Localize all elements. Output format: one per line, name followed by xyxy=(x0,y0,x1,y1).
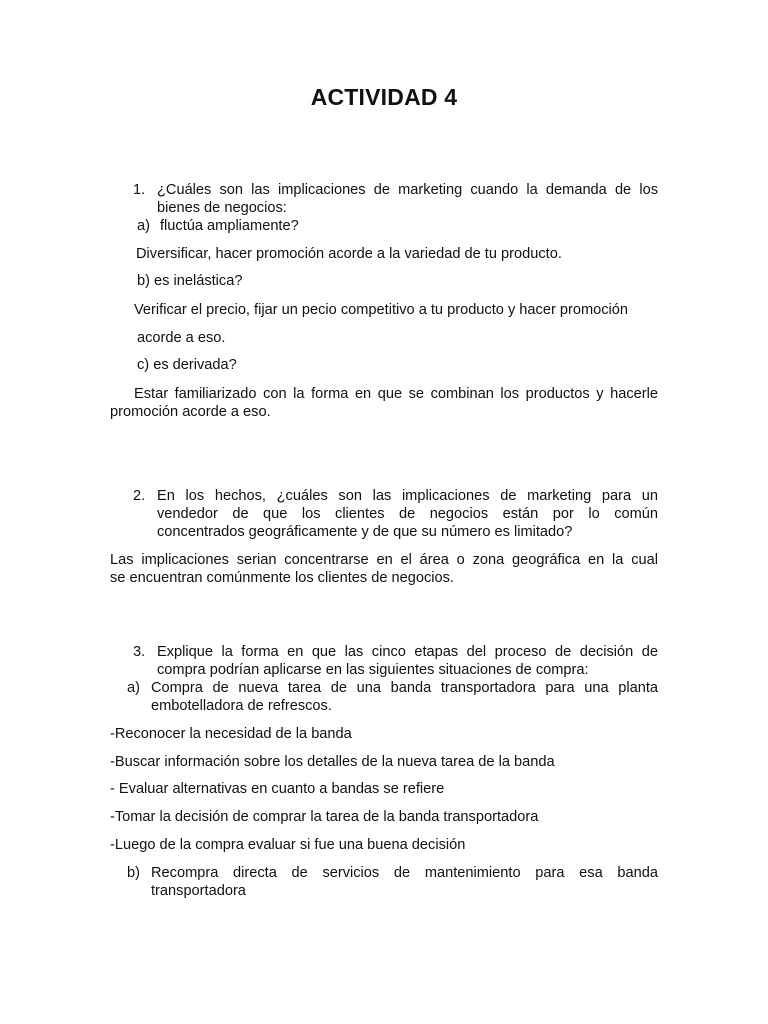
q3-step: -Luego de la compra evaluar si fue una buena decisión xyxy=(110,837,466,853)
q2-number: 2. xyxy=(133,488,146,504)
q1-c-answer-line-1: Estar familiarizado con la forma en que se combinan los productos y hacerle xyxy=(134,386,658,402)
q1-c-answer-line-2: promoción acorde a eso. xyxy=(110,404,271,420)
q1-a-answer: Diversificar, hacer promoción acorde a la variedad de tu producto. xyxy=(136,246,562,262)
q1-line-2: bienes de negocios: xyxy=(157,200,287,216)
q3-b-line-1: Recompra directa de servicios de mantenimiento para esa banda xyxy=(151,865,658,881)
q3-step: -Buscar información sobre los detalles de la nueva tarea de la banda xyxy=(110,754,555,770)
q2-line-1: En los hechos, ¿cuáles son las implicaciones de marketing para un xyxy=(157,488,658,504)
q1-b-question: b) es inelástica? xyxy=(137,273,243,289)
q1-b-answer-line-2: acorde a eso. xyxy=(137,330,226,346)
q2-line-3: concentrados geográficamente y de que su número es limitado? xyxy=(157,524,573,540)
q1-b-answer-line-1: Verificar el precio, fijar un pecio competitivo a tu producto y hacer promoción xyxy=(134,302,628,318)
q1-line-1: ¿Cuáles son las implicaciones de marketing cuando la demanda de los xyxy=(157,182,658,198)
q3-a-line-1: Compra de nueva tarea de una banda transportadora para una planta xyxy=(151,680,658,696)
page-title: ACTIVIDAD 4 xyxy=(310,84,458,110)
q1-number: 1. xyxy=(133,182,146,198)
q3-line-2: compra podrían aplicarse en las siguientes situaciones de compra: xyxy=(157,662,589,678)
q2-answer-line-2: se encuentran comúnmente los clientes de negocios. xyxy=(110,570,454,586)
q3-b-line-2: transportadora xyxy=(151,883,246,899)
q3-number: 3. xyxy=(133,644,146,660)
q3-b-marker: b) xyxy=(127,865,140,881)
q2-line-2: vendedor de que los clientes de negocios están por lo común xyxy=(157,506,658,522)
q3-a-line-2: embotelladora de refrescos. xyxy=(151,698,332,714)
q3-line-1: Explique la forma en que las cinco etapas del proceso de decisión de xyxy=(157,644,658,660)
q1-a-text: fluctúa ampliamente? xyxy=(160,218,299,234)
q3-step: -Reconocer la necesidad de la banda xyxy=(110,726,352,742)
q1-c-question: c) es derivada? xyxy=(137,357,237,373)
q1-a-marker: a) xyxy=(137,218,150,234)
q3-step: - Evaluar alternativas en cuanto a bandas se refiere xyxy=(110,781,445,797)
q3-a-marker: a) xyxy=(127,680,140,696)
q3-step: -Tomar la decisión de comprar la tarea de la banda transportadora xyxy=(110,809,539,825)
q2-answer-line-1: Las implicaciones serian concentrarse en el área o zona geográfica en la cual xyxy=(110,552,658,568)
